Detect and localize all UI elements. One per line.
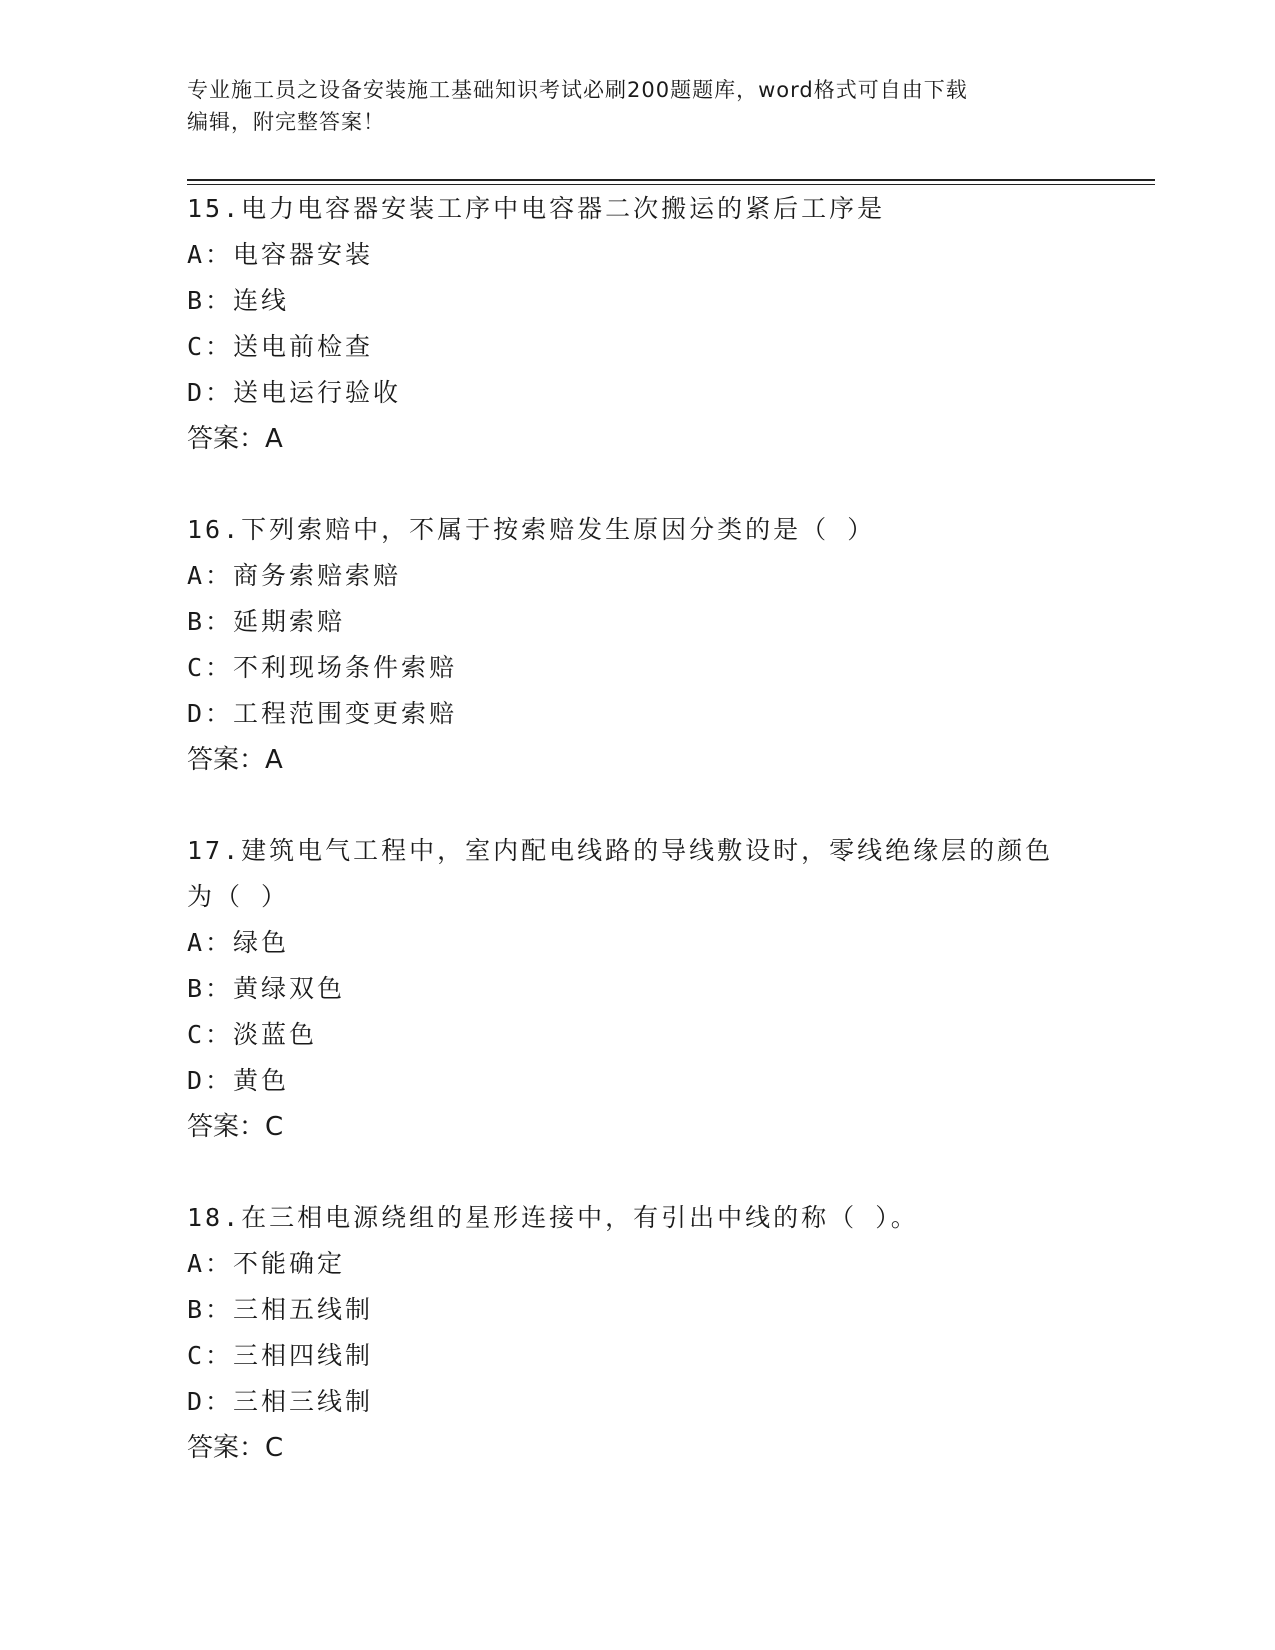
option-d: D：工程范围变更索赔 xyxy=(187,699,458,728)
option-a: A：绿色 xyxy=(187,928,290,957)
header-divider-thin xyxy=(187,184,1155,185)
option-c: C：送电前检查 xyxy=(187,332,374,361)
question-text: 15.电力电容器安装工序中电容器二次搬运的紧后工序是 xyxy=(187,194,886,223)
question-15 xyxy=(187,186,1087,462)
option-a: A：不能确定 xyxy=(187,1249,346,1278)
option-c: C：不利现场条件索赔 xyxy=(187,653,458,682)
question-18 xyxy=(187,1195,1087,1471)
question-16 xyxy=(187,507,1087,783)
option-d: D：三相三线制 xyxy=(187,1387,374,1416)
answer-line: 答案：C xyxy=(187,1112,284,1142)
option-b: B：连线 xyxy=(187,286,290,315)
option-a: A：电容器安装 xyxy=(187,240,374,269)
answer-line: 答案：A xyxy=(187,745,283,775)
question-text: 18.在三相电源绕组的星形连接中，有引出中线的称（ ）。 xyxy=(187,1203,919,1232)
option-c: C：淡蓝色 xyxy=(187,1020,318,1049)
question-spacer xyxy=(187,1150,1087,1195)
answer-line: 答案：C xyxy=(187,1433,284,1463)
option-d: D：黄色 xyxy=(187,1066,290,1095)
question-text-line-2: 为（ ） xyxy=(187,882,290,911)
option-c: C：三相四线制 xyxy=(187,1341,374,1370)
question-list xyxy=(187,186,1087,1471)
option-b: B：黄绿双色 xyxy=(187,974,346,1003)
question-17 xyxy=(187,828,1087,1150)
option-b: B：三相五线制 xyxy=(187,1295,374,1324)
question-spacer xyxy=(187,462,1087,507)
answer-line: 答案：A xyxy=(187,424,283,454)
option-b: B：延期索赔 xyxy=(187,607,346,636)
header-line-2: 编辑，附完整答案！ xyxy=(187,110,385,134)
option-a: A：商务索赔索赔 xyxy=(187,561,402,590)
header-divider-thick xyxy=(187,179,1155,181)
document-header xyxy=(187,74,1067,138)
option-d: D：送电运行验收 xyxy=(187,378,402,407)
header-line-1: 专业施工员之设备安装施工基础知识考试必刷200题题库，word格式可自由下载 xyxy=(187,78,968,102)
question-text: 16.下列索赔中，不属于按索赔发生原因分类的是（ ） xyxy=(187,515,876,544)
question-text-line-1: 17.建筑电气工程中，室内配电线路的导线敷设时，零线绝缘层的颜色 xyxy=(187,836,1054,865)
question-spacer xyxy=(187,783,1087,828)
